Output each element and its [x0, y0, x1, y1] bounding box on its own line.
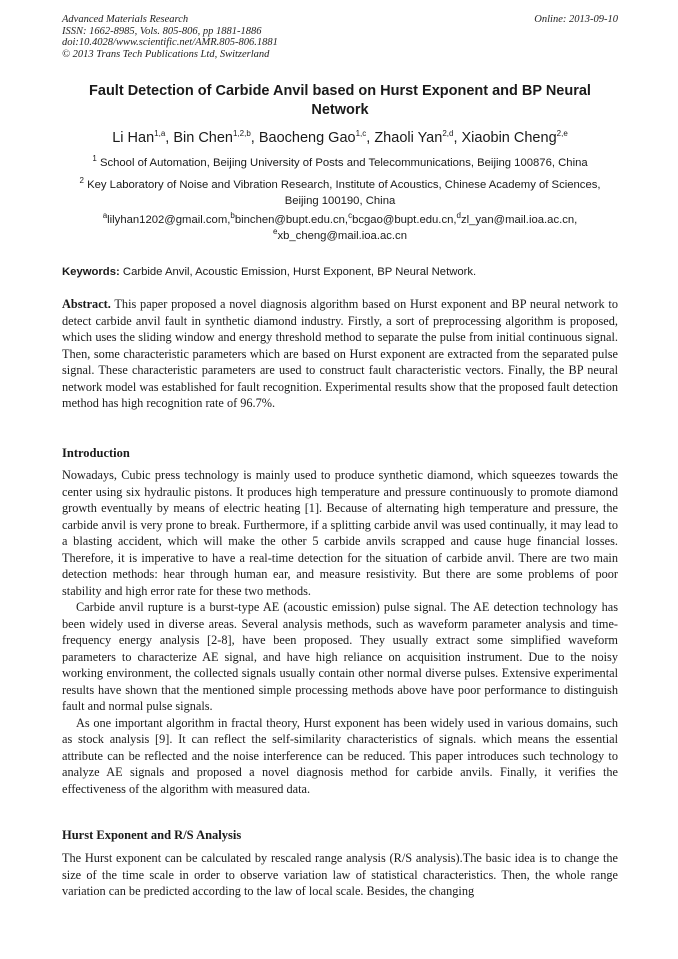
- author: Zhaoli Yan: [374, 130, 443, 146]
- keywords: [62, 264, 618, 280]
- abstract: [62, 296, 618, 412]
- doi-line: doi:10.4028/www.scientific.net/AMR.805-806.1881: [62, 37, 278, 48]
- author: Bin Chen: [173, 130, 233, 146]
- hurst-body: [62, 850, 618, 900]
- author: Xiaobin Cheng: [461, 130, 557, 146]
- author-affil-sup: 2,d: [442, 129, 454, 139]
- affiliation-2: $^2$ Key Laboratory of Noise and Vibration Research, Institute of Acoustics, Chinese Academy of Sciences, Beijing 100190, China: [79, 176, 601, 207]
- author: Li Han: [112, 130, 155, 146]
- author-affil-sup: 1,2,b: [232, 129, 251, 139]
- section-heading-hurst: Hurst Exponent and R/S Analysis: [62, 828, 242, 842]
- copyright-line: © 2013 Trans Tech Publications Ltd, Switzerland: [62, 48, 270, 60]
- author-affil-sup: 1,c: [355, 129, 367, 139]
- keywords-label: Keywords:: [62, 266, 120, 278]
- issn-line: ISSN: 1662-8985, Vols. 805-806, pp 1881-1886: [62, 25, 262, 37]
- email-link[interactable]: binchen@bupt.edu.cn,: [234, 214, 349, 226]
- email-list: $^a$lilyhan1202@gmail.com,$^b$binchen@bupt.edu.cn,$^c$bcgao@bupt.edu.cn,$^d$zl_yan@mail.ioa.ac.cn, $^e$xb_cheng@mail.ioa.ac.cn: [102, 211, 578, 242]
- paper-title: Fault Detection of Carbide Anvil based on Hurst Exponent and BP Neural Network: [89, 83, 591, 118]
- keywords-text: Carbide Anvil, Acoustic Emission, Hurst Exponent, BP Neural Network.: [122, 266, 477, 278]
- author: Baocheng Gao: [258, 130, 356, 146]
- journal-name: Advanced Materials Research: [62, 14, 189, 25]
- author-list: Li Han$^{1,a}$, Bin Chen$^{1,2,b}$, Baocheng Gao$^{1,c}$, Zhaoli Yan$^{2,d}$, Xiaobin Cheng$^{2,e}$: [112, 129, 568, 146]
- introduction-body: [62, 467, 618, 797]
- email-link[interactable]: bcgao@bupt.edu.cn,: [352, 214, 457, 226]
- paragraph: Nowadays, Cubic press technology is mainly used to produce synthetic diamond, which squeezes towards the center using six hydraulic pistons. It produces high temperature and pressure continuously to promote diamond growth eventually by means of electric heating [1]. Because of alternating high temperature and pressure, the carbide anvil is very prone to break. Furthermore, if a splitting carbide anvil was used continually, it may lead to a blasting accident, which will make the other 5 carbide anvils scrapped and cause huge financial losses. Therefore, it is imperative to have a real-time detection for the situation of carbide anvil. There are two main detection methods: hear through human ear, and measure resistivity. But there are some problems of poor stability and high error rate for these two methods.: [62, 468, 618, 598]
- section-heading-introduction: Introduction: [62, 446, 130, 460]
- paragraph: Carbide anvil rupture is a burst-type AE (acoustic emission) pulse signal. The AE detection technology has been widely used in diverse areas. Several analysis methods, such as waveform parameter analysis and time-frequency energy analysis [2-8], have been proposed. They usually extract some simplified waveform parameters to characterize AE signal, and have high reliance on acquisition instrument. Due to the noisy working environment, the collected signals usually contain other normal diverse pulses. Extensive experimental results have shown that the mentioned simple processing methods above have poor performance to distinguish fault and normal pulse signals.: [62, 600, 618, 713]
- abstract-text: This paper proposed a novel diagnosis algorithm based on Hurst exponent and BP neural network to detect carbide anvil fault in synthetic diamond industry. Firstly, a sort of preprocessing algorithm is proposed, which uses the sliding window and energy threshold method to separate the pulse from initial continuous signal. Then, some characteristic parameters which are based on Hurst exponent are extracted from the separated pulse signal. These characteristic parameters are used to construct fault characteristic vectors. Finally, the BP neural network model was established for fault recognition. Experimental results show that the proposed fault detection method has high recognition rate of 96.7%.: [62, 297, 618, 410]
- paragraph: As one important algorithm in fractal theory, Hurst exponent has been widely used in various domains, such as stock analysis [9]. It can reflect the self-similarity characteristics of signals. which means the essential attribute can be reflected and the noise interference can be reduced. This paper introduces such technology to analyze AE signals and proposed a novel diagnosis method for carbide anvils. Finally, it verifies the effectiveness of the algorithm with measured data.: [62, 715, 618, 796]
- online-date: Online: 2013-09-10: [534, 14, 618, 25]
- journal-header: [62, 14, 618, 60]
- email-link[interactable]: xb_cheng@mail.ioa.ac.cn: [277, 230, 407, 242]
- author-affil-sup: 2,e: [556, 129, 568, 139]
- paragraph: The Hurst exponent can be calculated by rescaled range analysis (R/S analysis).The basic idea is to change the size of the time scale in order to observe variation law of statistical characteristics. Then, the whole range variation can be predicted according to the law of local scale. Besides, the changing: [62, 851, 618, 898]
- email-link[interactable]: lilyhan1202@gmail.com,: [107, 214, 231, 226]
- email-link[interactable]: zl_yan@mail.ioa.ac.cn,: [460, 214, 578, 226]
- author-affil-sup: 1,a: [154, 129, 166, 139]
- abstract-label: Abstract.: [62, 297, 111, 311]
- affiliation-1: $^1$ School of Automation, Beijing University of Posts and Telecommunications, Beijing 100876, China: [92, 154, 588, 169]
